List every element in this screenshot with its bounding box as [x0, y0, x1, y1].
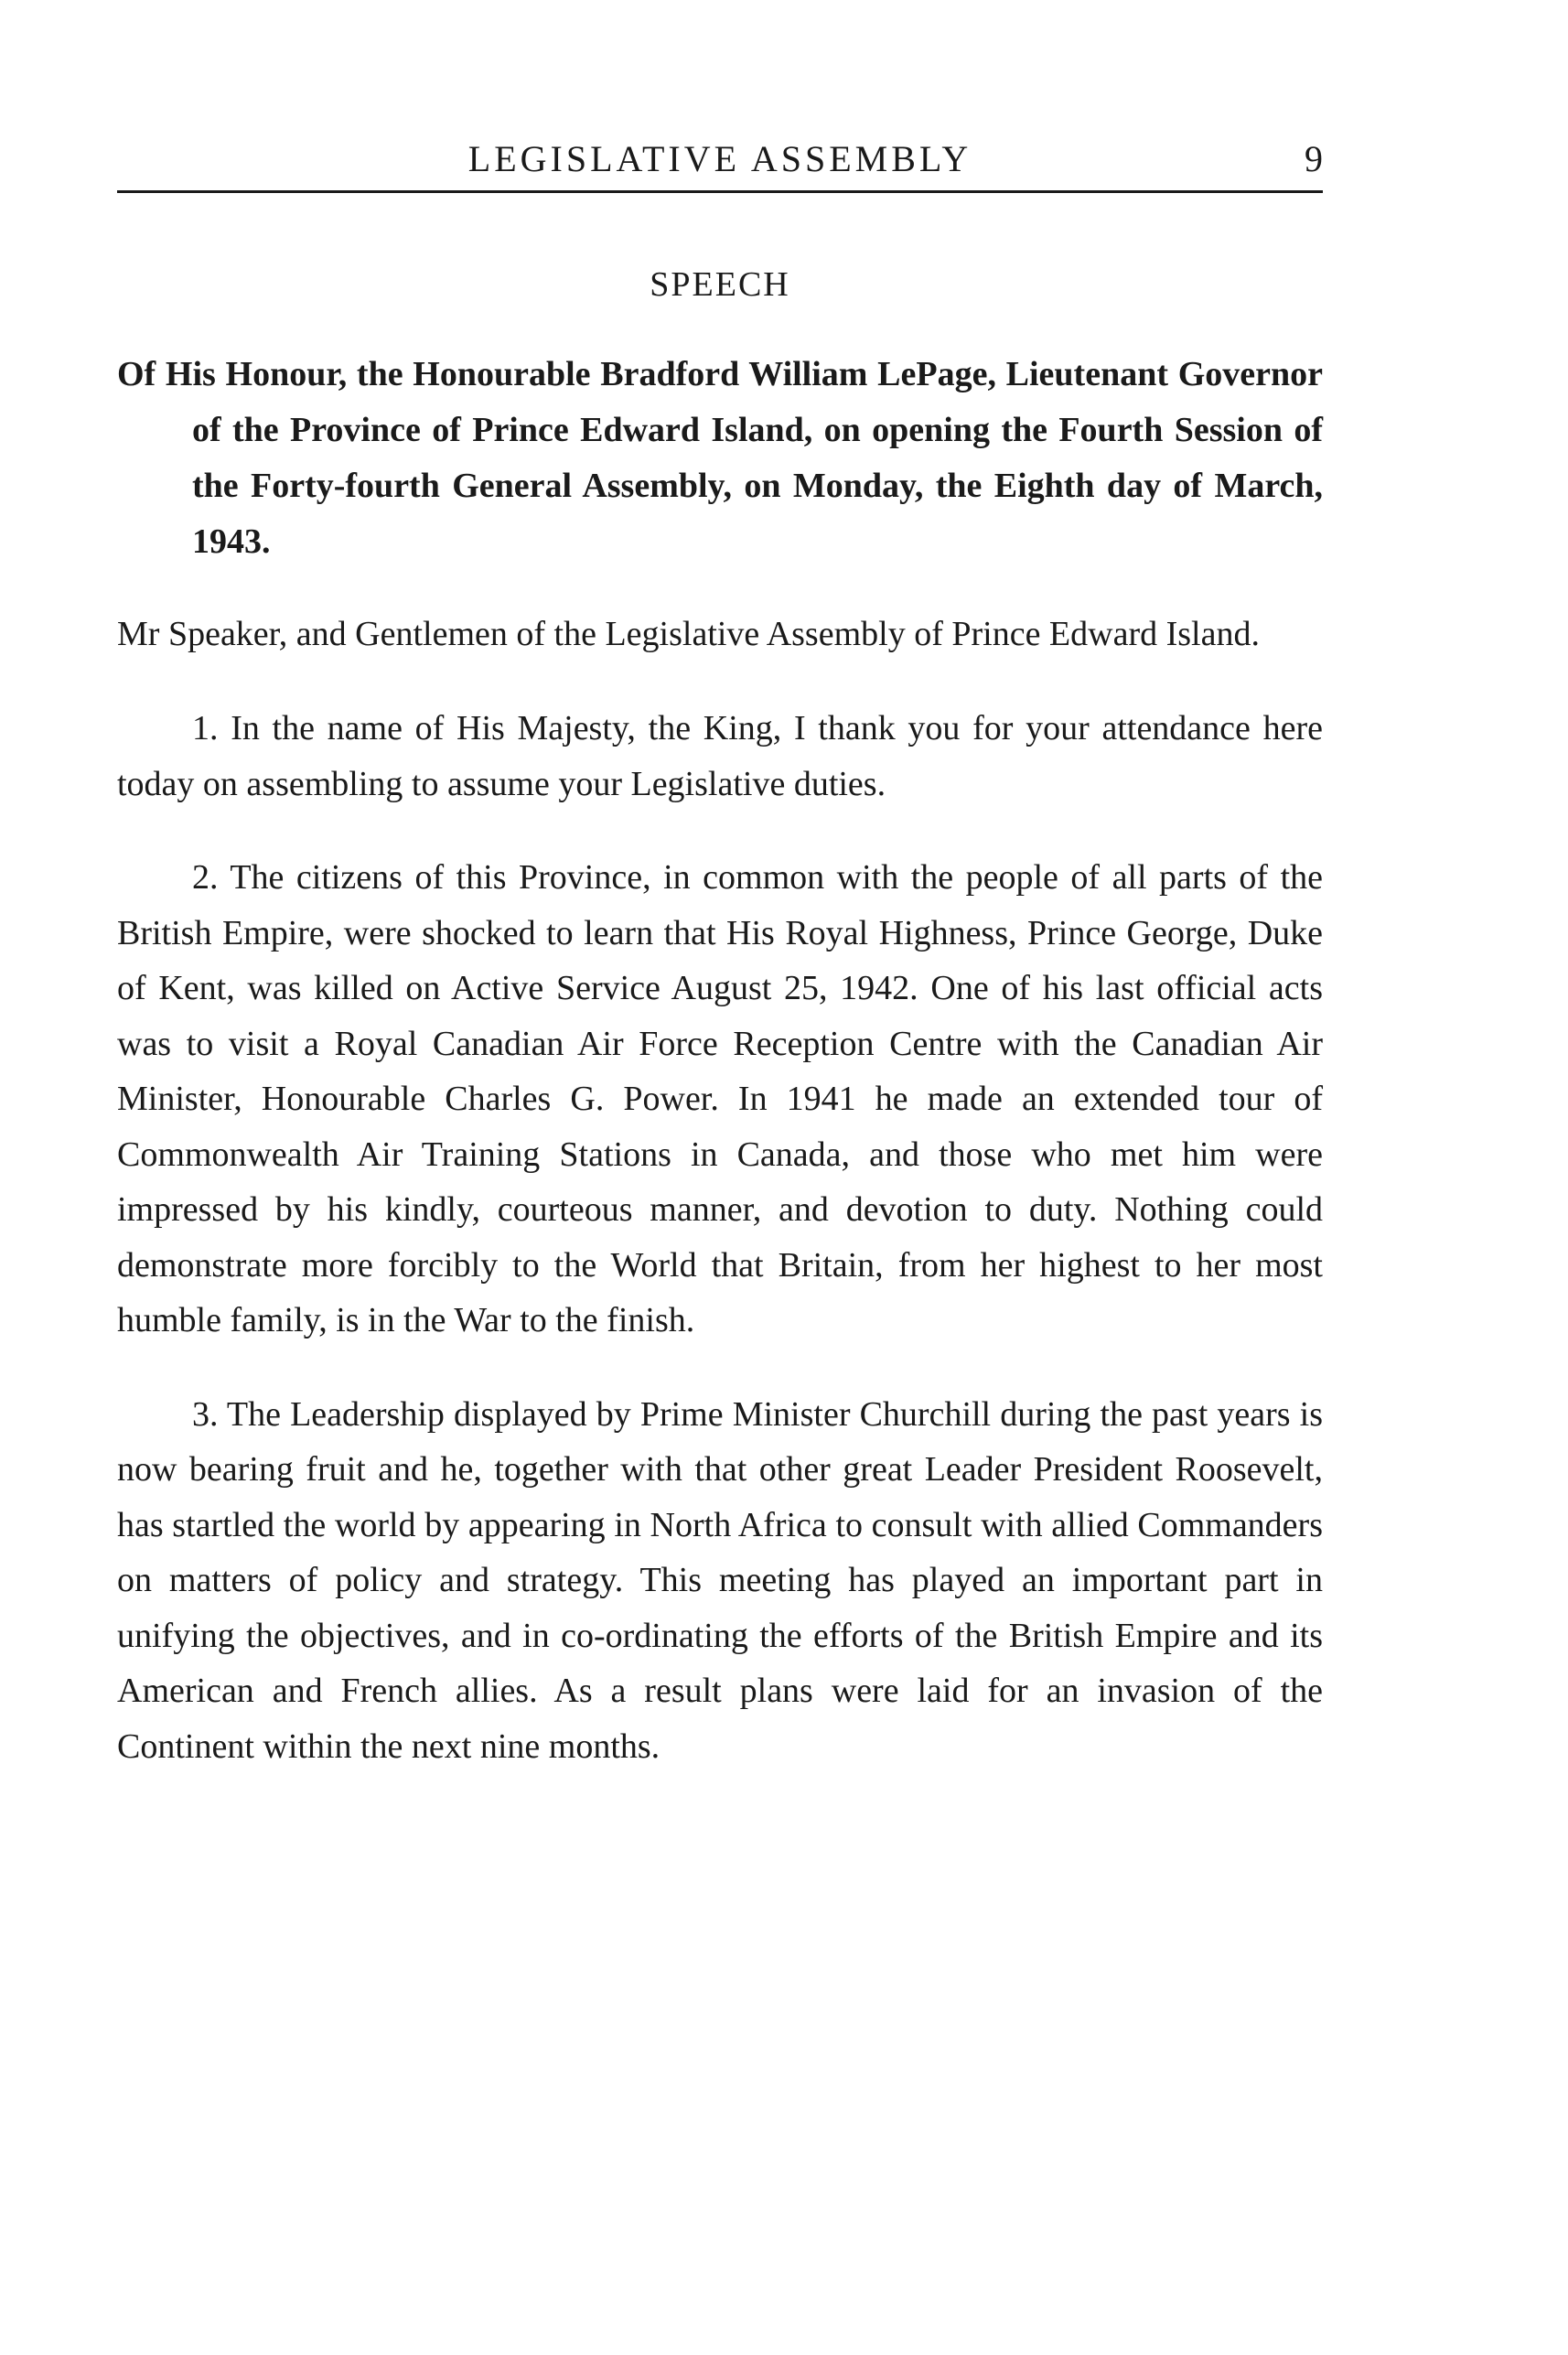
- paragraph-3: 3. The Leadership displayed by Prime Minister Churchill during the past years is now bearing fruit and he, together with that other great Leader President Roosevelt, has startled the world by appearing in North Africa to consult with allied Commanders on matters of policy and strategy. This meeting has played an important part in unifying the objectives, and in co-ordinating the efforts of the British Empire and its American and French allies. As a result plans were laid for an invasion of the Continent within the next nine months.: [117, 1394, 1323, 1766]
- speech-heading: Of His Honour, the Honourable Bradford William LePage, Lieutenant Governor of the Province of Prince Edward Island, on opening the Fourth Session of the Forty-fourth General Assembly, on Monday, the Eighth day of March, 1943.: [117, 355, 1323, 561]
- paragraph-2: 2. The citizens of this Province, in common with the people of all parts of the British Empire, were shocked to learn that His Royal Highness, Prince George, Duke of Kent, was killed on Active Service August 25, 1942. One of his last official acts was to visit a Royal Canadian Air Force Reception Centre with the Canadian Air Minister, Honourable Charles G. Power. In 1941 he made an extended tour of Commonwealth Air Training Stations in Canada, and those who met him were impressed by his kindly, courteous manner, and devotion to duty. Nothing could demonstrate more forcibly to the World that Britain, from her highest to her most humble family, is in the War to the finish.: [117, 858, 1323, 1339]
- salutation: Mr Speaker, and Gentlemen of the Legislative Assembly of Prince Edward Island.: [117, 615, 1260, 653]
- running-header: [117, 137, 1323, 193]
- running-title: LEGISLATIVE ASSEMBLY: [467, 138, 972, 179]
- document-page: [117, 137, 1323, 1809]
- page-number: 9: [1305, 138, 1323, 179]
- section-title: SPEECH: [650, 265, 790, 304]
- paragraph-1: 1. In the name of His Majesty, the King, I thank you for your attendance here today on assembling to assume your Legislative duties.: [117, 709, 1323, 803]
